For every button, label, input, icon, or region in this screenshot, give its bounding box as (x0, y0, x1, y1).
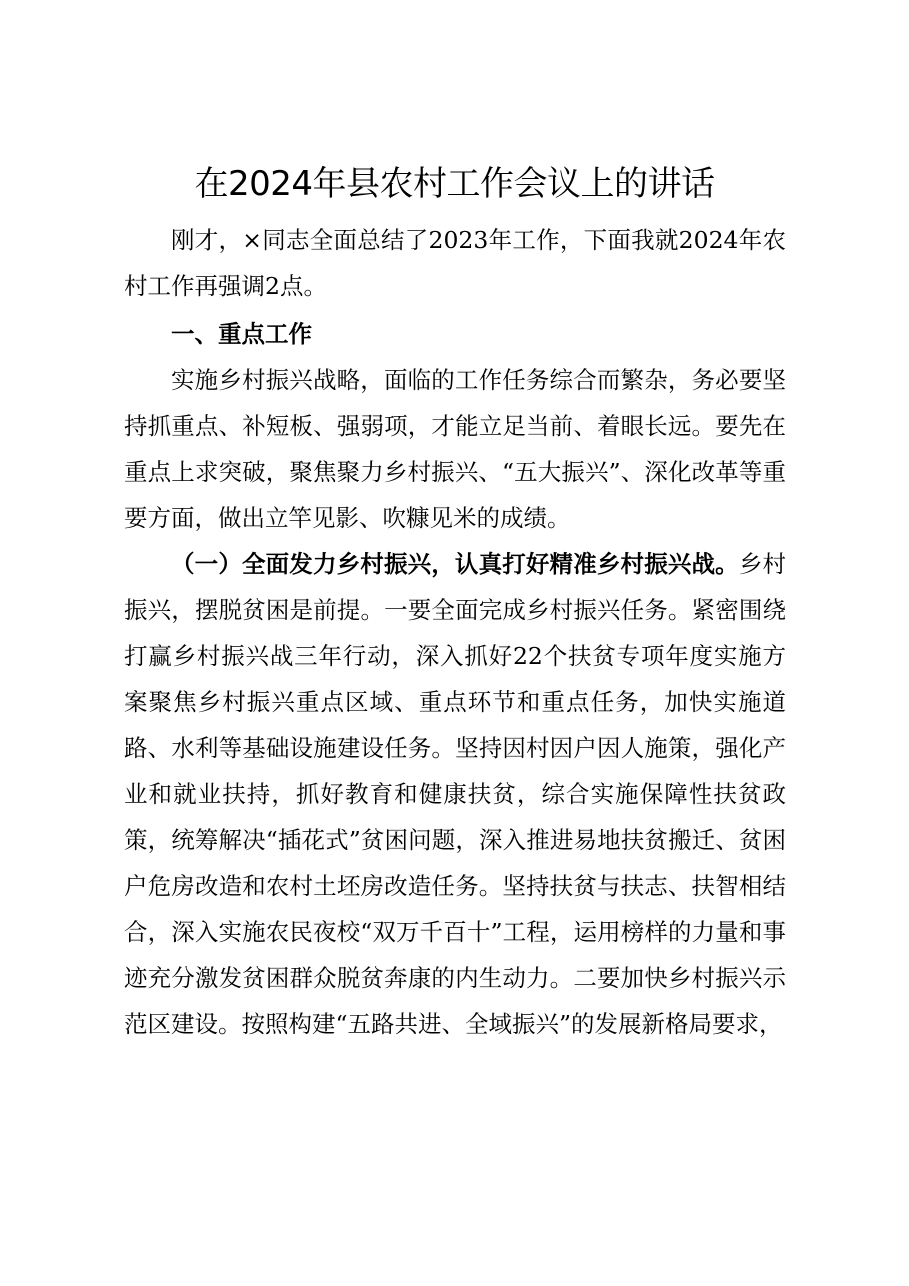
subsection-body: 乡村振兴，摆脱贫困是前提。一要全面完成乡村振兴任务。紧密围绕打赢乡村振兴战三年行动，深入抓好22个扶贫专项年度实施方案聚焦乡村振兴重点区域、重点环节和重点任务，加快实施道路、水利等基础设施建设任务。坚持因村因户因人施策，强化产业和就业扶持，抓好教育和健康扶贫，综合实施保障性扶贫政策，统筹解决“插花式”贫困问题，深入推进易地扶贫搬迁、贫困户危房改造和农村土坯房改造任务。坚持扶贫与扶志、扶智相结合，深入实施农民夜校“双万千百十”工程，运用榜样的力量和事迹充分激发贫困群众脱贫奔康的内生动力。二要加快乡村振兴示范区建设。按照构建“五路共进、全域振兴”的发展新格局要求， (124, 550, 787, 1038)
subsection-paragraph (124, 541, 786, 1047)
section-heading: 一、重点工作 (171, 320, 312, 348)
subsection-heading: （一）全面发力乡村振兴，认真打好精准乡村振兴战。 (171, 550, 739, 578)
document-title: 在2024年县农村工作会议上的讲话 (194, 164, 715, 204)
intro-paragraph: 刚才，×同志全面总结了2023年工作，下面我就2024年农村工作再强调2点。 (124, 226, 786, 300)
section-paragraph: 实施乡村振兴战略，面临的工作任务综合而繁杂，务必要坚持抓重点、补短板、强弱项，才能立足当前、着眼长远。要先在重点上求突破，聚焦聚力乡村振兴、“五大振兴”、深化改革等重要方面，做出立竿见影、吹糠见米的成绩。 (124, 366, 786, 532)
document-body (124, 217, 786, 1047)
